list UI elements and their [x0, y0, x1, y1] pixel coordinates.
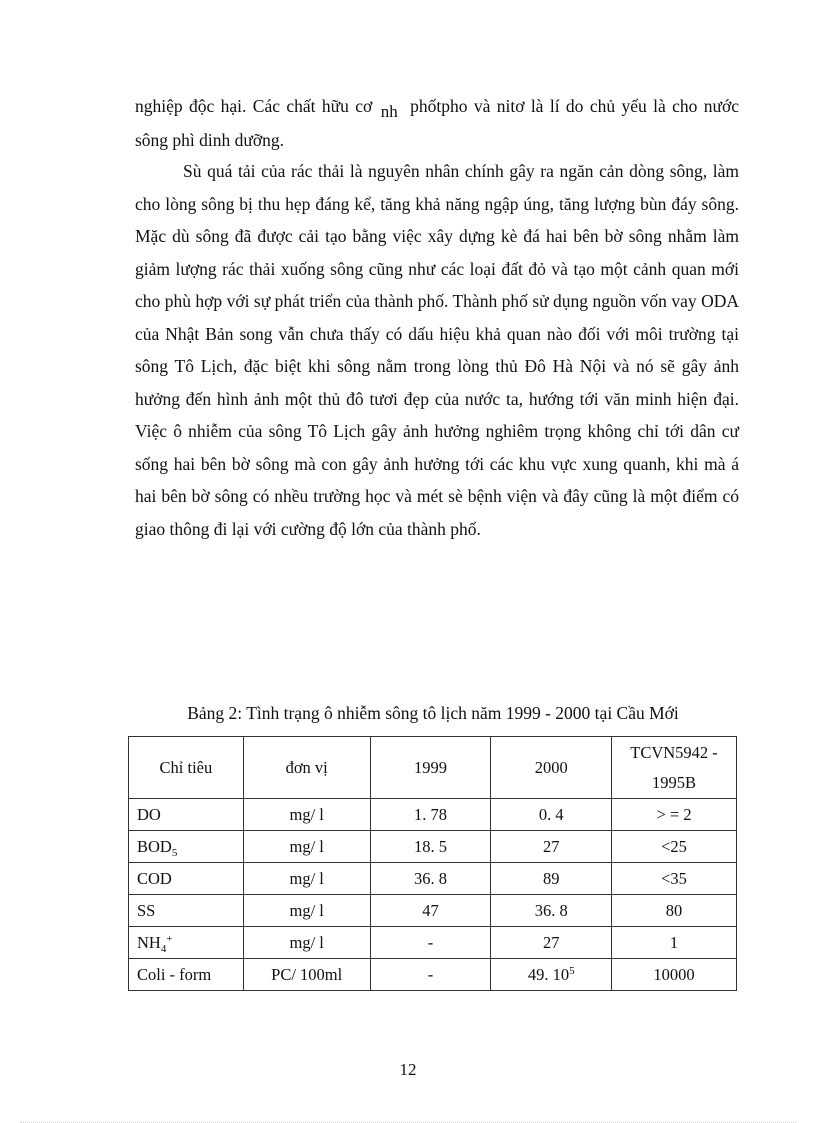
cell-standard: 80 — [612, 895, 737, 927]
cell-parameter — [129, 831, 244, 863]
header-standard — [612, 737, 737, 799]
table-row — [129, 863, 737, 895]
cell-unit: mg/ l — [243, 863, 370, 895]
page-number: 12 — [399, 1060, 417, 1076]
cell-1999: 18. 5 — [370, 831, 491, 863]
cell-2000 — [491, 831, 612, 863]
table-row — [129, 927, 737, 959]
paragraph1-text-a: nghiệp độc hại. Các chất hữu cơ — [135, 96, 373, 116]
cell-standard: <35 — [612, 863, 737, 895]
value-2000: 27 — [542, 836, 560, 856]
value-2000: 36. 8 — [534, 900, 568, 920]
header-standard-line1: TCVN5942 - — [630, 742, 718, 762]
cell-standard: > = 2 — [612, 799, 737, 831]
cell-2000 — [491, 895, 612, 927]
cell-2000 — [491, 799, 612, 831]
value-2000: 27 — [542, 932, 560, 952]
param-subscript: 5 — [171, 846, 178, 859]
cell-standard: 10000 — [612, 959, 737, 991]
table-row — [129, 959, 737, 991]
cell-unit: mg/ l — [243, 895, 370, 927]
cell-unit: mg/ l — [243, 831, 370, 863]
header-2000: 2000 — [491, 737, 612, 799]
cell-parameter — [129, 927, 244, 959]
table-row — [129, 895, 737, 927]
cell-standard: 1 — [612, 927, 737, 959]
cell-parameter — [129, 863, 244, 895]
header-standard-line2: 1995B — [652, 772, 697, 792]
header-1999: 1999 — [370, 737, 491, 799]
param-name: NH — [137, 932, 161, 952]
value-2000: 0. 4 — [538, 804, 564, 824]
table-row — [129, 831, 737, 863]
cell-parameter — [129, 959, 244, 991]
cell-1999: 1. 78 — [370, 799, 491, 831]
param-name: COD — [137, 868, 172, 888]
cell-standard: <25 — [612, 831, 737, 863]
pollution-table — [128, 736, 737, 991]
header-unit: đơn vị — [243, 737, 370, 799]
cell-1999: 47 — [370, 895, 491, 927]
param-name: DO — [137, 804, 161, 824]
paragraph-body: Sù quá tải của rác thải là nguyên nhân chính gây ra ngăn cản dòng sông, làm cho lòng sông bị thu hẹp đáng kể, tăng khả năng ngập úng, tăng lượng bùn đáy sông. Mặc dù sông đã được cải tạo bằng việc xây dựng kè đá hai bên bờ sông nhằm làm giảm lượng rác thải xuống sông cũng như các loại đất đỏ và tạo một cảnh quan mới cho phù hợp với sự phát triển của thành phố. Thành phố sử dụng nguồn vốn vay ODA của Nhật Bản song vẫn chưa thấy có dấu hiệu khả quan nào đối với môi trường tại sông Tô Lịch, đặc biệt khi sông nằm trong lòng thủ Đô Hà Nội và nó sẽ gây ảnh hưởng đến hình ảnh một thủ đô tươi đẹp của nước ta, hướng tới văn minh hiện đại. Việc ô nhiễm của sông Tô Lịch gây ảnh hưởng nghiêm trọng không chỉ tới dân cư sống hai bên bờ sông mà con gây ảnh hưởng tới các khu vực xung quanh, khi mà á hai bên bờ sông có nhều trường học và mét sè bệnh viện và đây cũng là một điểm có giao thông đi lại với cường độ lớn của thành phố. — [135, 161, 739, 539]
paragraph1-subscript: nh — [380, 102, 398, 121]
table-header-row — [129, 737, 737, 799]
paragraph1-text-b: phốtpho và nitơ là lí do chủ yếu là cho nước sông phì dinh dưỡng. — [135, 96, 740, 150]
value-2000: 89 — [542, 868, 560, 888]
paragraph-continuation — [135, 90, 739, 156]
cell-parameter — [129, 799, 244, 831]
header-parameter: Chỉ tiêu — [129, 737, 244, 799]
cell-unit: mg/ l — [243, 927, 370, 959]
param-subscript: 4 — [160, 942, 167, 955]
cell-unit: PC/ 100ml — [243, 959, 370, 991]
cell-1999: - — [370, 927, 491, 959]
cell-1999: - — [370, 959, 491, 991]
cell-2000 — [491, 959, 612, 991]
param-name: BOD — [137, 836, 172, 856]
cell-parameter — [129, 895, 244, 927]
param-superscript: + — [166, 932, 173, 945]
param-name: SS — [137, 900, 156, 920]
cell-unit: mg/ l — [243, 799, 370, 831]
cell-1999: 36. 8 — [370, 863, 491, 895]
param-name: Coli - form — [137, 964, 212, 984]
cell-2000 — [491, 863, 612, 895]
value-2000-exponent: 5 — [569, 964, 575, 977]
table-caption: Bảng 2: Tình trạng ô nhiễm sông tô lịch năm 1999 - 2000 tại Cầu Mới — [187, 703, 679, 723]
cell-2000 — [491, 927, 612, 959]
table-row — [129, 799, 737, 831]
value-2000: 49. 10 — [527, 964, 570, 984]
